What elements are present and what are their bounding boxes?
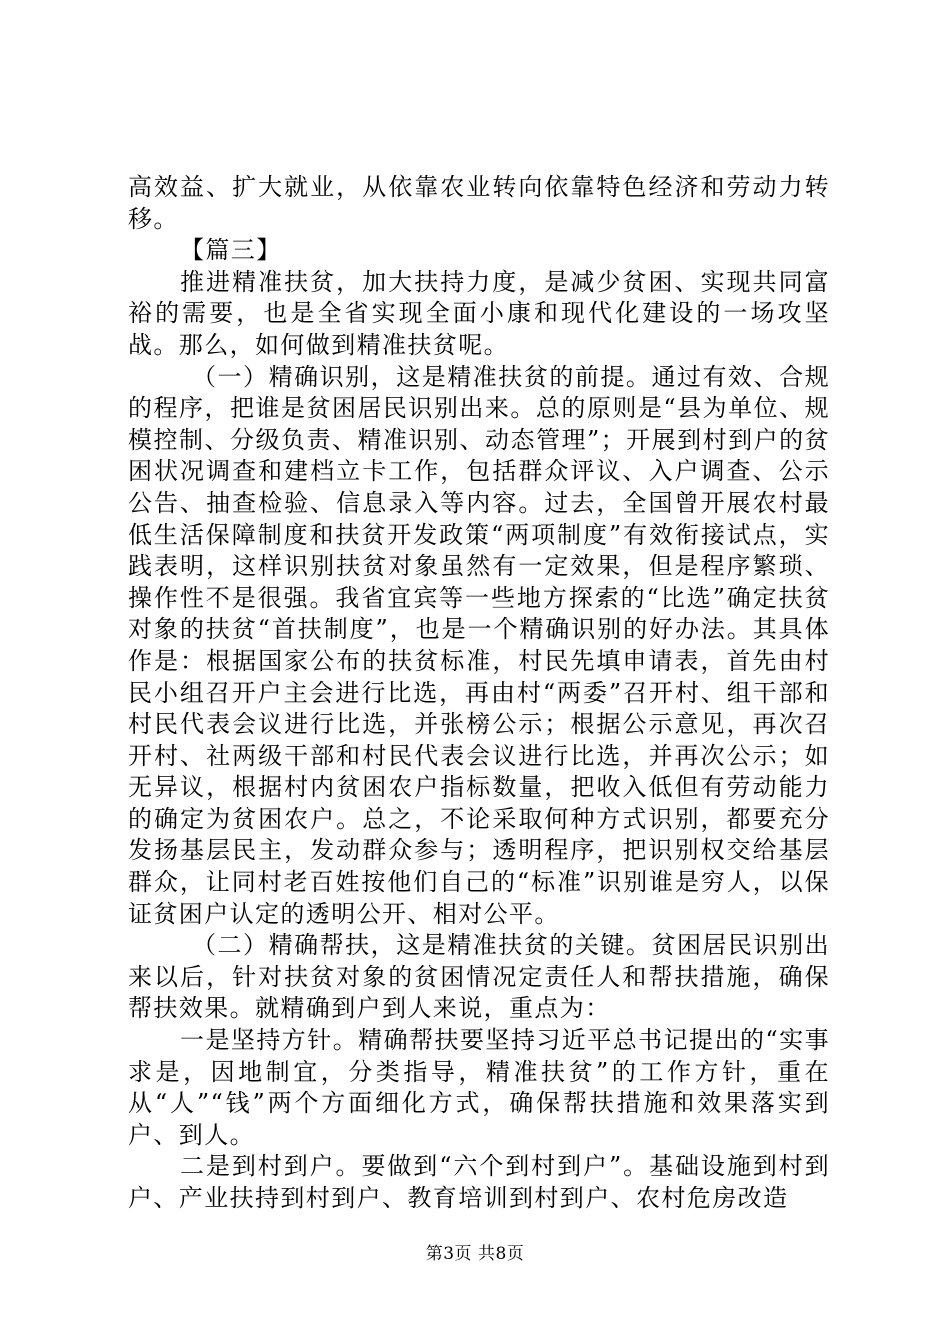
paragraph-assistance: （二）精确帮扶，这是精准扶贫的关键。贫困居民识别出来以后，针对扶贫对象的贫困情况定责任人和帮扶措施，确保帮扶效果。就精确到户到人来说，重点为：: [128, 931, 830, 1023]
paragraph-principle: 一是坚持方针。精确帮扶要坚持习近平总书记提出的“实事求是，因地制宜，分类指导，精准扶贫”的工作方针，重在从“人”“钱”两个方面细化方式，确保帮扶措施和效果落实到户、到人。: [128, 1026, 830, 1149]
section-heading: 【篇三】: [180, 236, 282, 265]
page-number: 第3页 共8页: [425, 1244, 525, 1264]
paragraph-identification: （一）精确识别，这是精准扶贫的前提。通过有效、合规的程序，把谁是贫困居民识别出来。总的原则是“县为单位、规模控制、分级负责、精准识别、动态管理”；开展到村到户的贫困状况调查和建档立卡工作，包括群众评议、入户调查、公示公告、抽查检验、信息录入等内容。过去，全国曾开展农村最低生活保障制度和扶贫开发政策“两项制度”有效衔接试点，实践表明，这样识别扶贫对象虽然有一定效果，但是程序繁琐、操作性不是很强。我省宜宾等一些地方探索的“比选”确定扶贫对象的扶贫“首扶制度”，也是一个精确识别的好办法。其具体作是：根据国家公布的扶贫标准，村民先填申请表，首先由村民小组召开户主会进行比选，再由村“两委”召开村、组干部和村民代表会议进行比选，并张榜公示；根据公示意见，再次召开村、社两级干部和村民代表会议进行比选，并再次公示；如无异议，根据村内贫困农户指标数量，把收入低但有劳动能力的确定为贫困农户。总之，不论采取何种方式识别，都要充分发扬基层民主，发动群众参与；透明程序，把识别权交给基层群众，让同村老百姓按他们自己的“标准”识别谁是穷人，以保证贫困户认定的透明公开、相对公平。: [128, 362, 830, 928]
paragraph-village-household: 二是到村到户。要做到“六个到村到户”。基础设施到村到户、产业扶持到村到户、教育培训到村到户、农村危房改造: [128, 1152, 830, 1212]
paragraph-continuation: 高效益、扩大就业，从依靠农业转向依靠特色经济和劳动力转移。: [128, 173, 830, 233]
document-body: [128, 172, 830, 1215]
paragraph-intro: 推进精准扶贫，加大扶持力度，是减少贫困、实现共同富裕的需要，也是全省实现全面小康和现代化建设的一场攻坚战。那么，如何做到精准扶贫呢。: [128, 267, 830, 359]
